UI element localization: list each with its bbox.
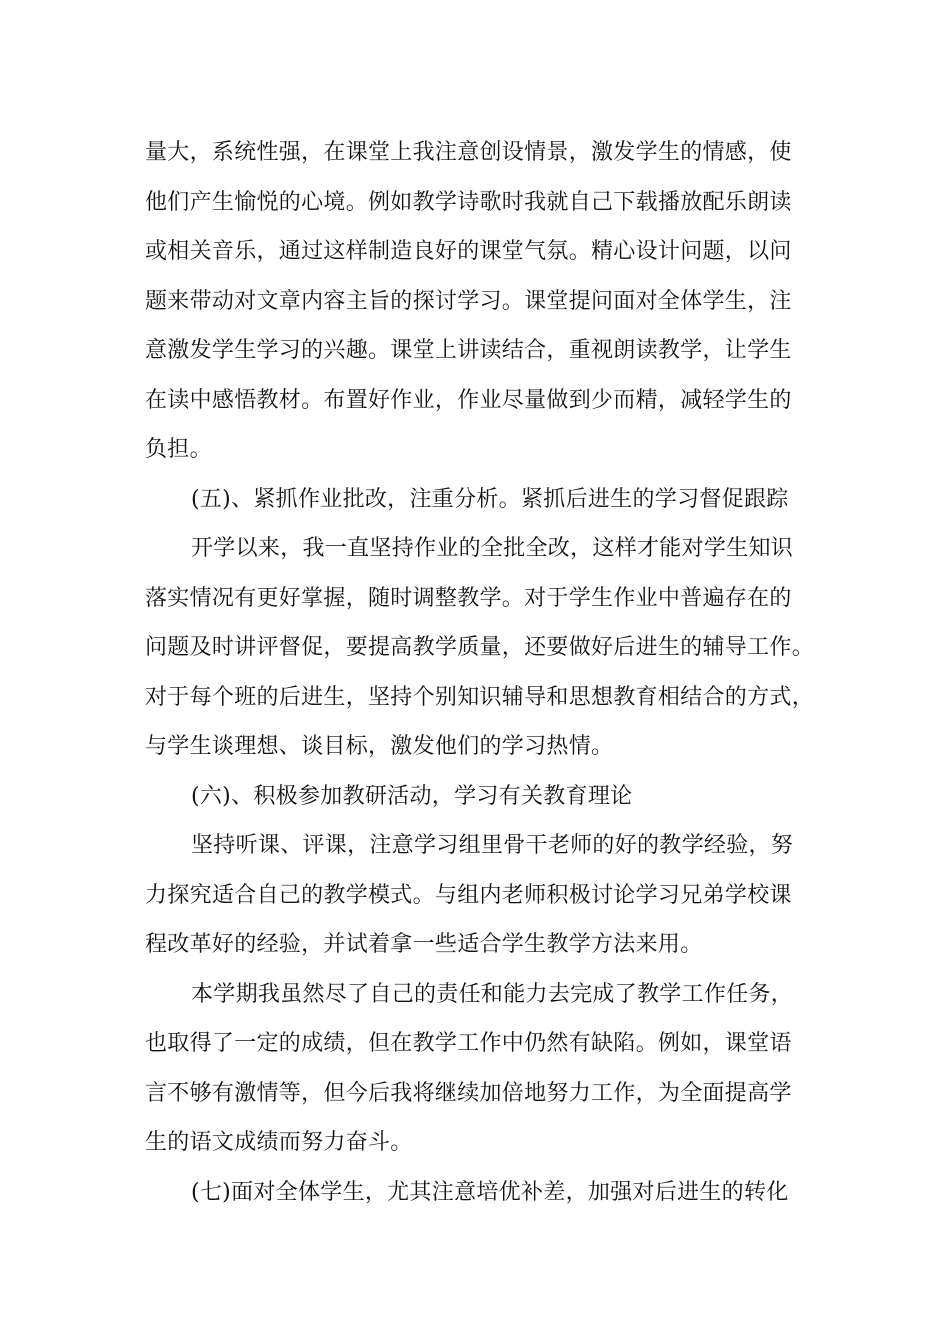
text-line: 问题及时讲评督促，要提高教学质量，还要做好后进生的辅导工作。 xyxy=(145,635,815,660)
document-body xyxy=(145,128,815,1217)
section-heading-7: (七)面对全体学生，尤其注意培优补差，加强对后进生的转化 xyxy=(191,1179,789,1205)
text-line: 与学生谈理想、谈目标，激发他们的学习热情。 xyxy=(145,734,614,759)
paragraph-first-line: 本学期我虽然尽了自己的责任和能力去完成了教学工作任务， xyxy=(191,981,794,1007)
text-line: 在读中感悟教材。布置好作业，作业尽量做到少而精，减轻学生的 xyxy=(145,387,792,413)
text-line: 力探究适合自己的教学模式。与组内老师积极讨论学习兄弟学校课 xyxy=(145,882,792,908)
text-line: 意激发学生学习的兴趣。课堂上讲读结合，重视朗读教学，让学生 xyxy=(145,338,792,363)
text-line: 他们产生愉悦的心境。例如教学诗歌时我就自己下载播放配乐朗读 xyxy=(145,189,792,215)
text-line: 言不够有激情等，但今后我将继续加倍地努力工作，为全面提高学 xyxy=(145,1080,792,1106)
section-heading-5: (五)、紧抓作业批改，注重分析。紧抓后进生的学习督促跟踪 xyxy=(191,486,789,512)
paragraph-first-line: 坚持听课、评课，注意学习组里骨干老师的好的教学经验，努 xyxy=(191,833,794,858)
text-line: 程改革好的经验，并试着拿一些适合学生教学方法来用。 xyxy=(145,932,703,957)
section-heading-6: (六)、积极参加教研活动，学习有关教育理论 xyxy=(191,783,633,809)
text-line: 负担。 xyxy=(145,437,212,462)
text-line: 或相关音乐，通过这样制造良好的课堂气氛。精心设计问题，以问 xyxy=(145,239,792,264)
text-line: 量大，系统性强，在课堂上我注意创设情景，激发学生的情感，使 xyxy=(145,140,792,165)
paragraph-first-line: 开学以来，我一直坚持作业的全批全改，这样才能对学生知识 xyxy=(191,536,794,561)
text-line: 题来带动对文章内容主旨的探讨学习。课堂提问面对全体学生，注 xyxy=(145,288,792,314)
text-line: 落实情况有更好掌握，随时调整教学。对于学生作业中普遍存在的 xyxy=(145,585,792,611)
text-line: 生的语文成绩而努力奋斗。 xyxy=(145,1130,413,1155)
text-line: 也取得了一定的成绩，但在教学工作中仍然有缺陷。例如，课堂语 xyxy=(145,1031,792,1056)
text-line: 对于每个班的后进生，坚持个别知识辅导和思想教育相结合的方式， xyxy=(145,684,815,710)
